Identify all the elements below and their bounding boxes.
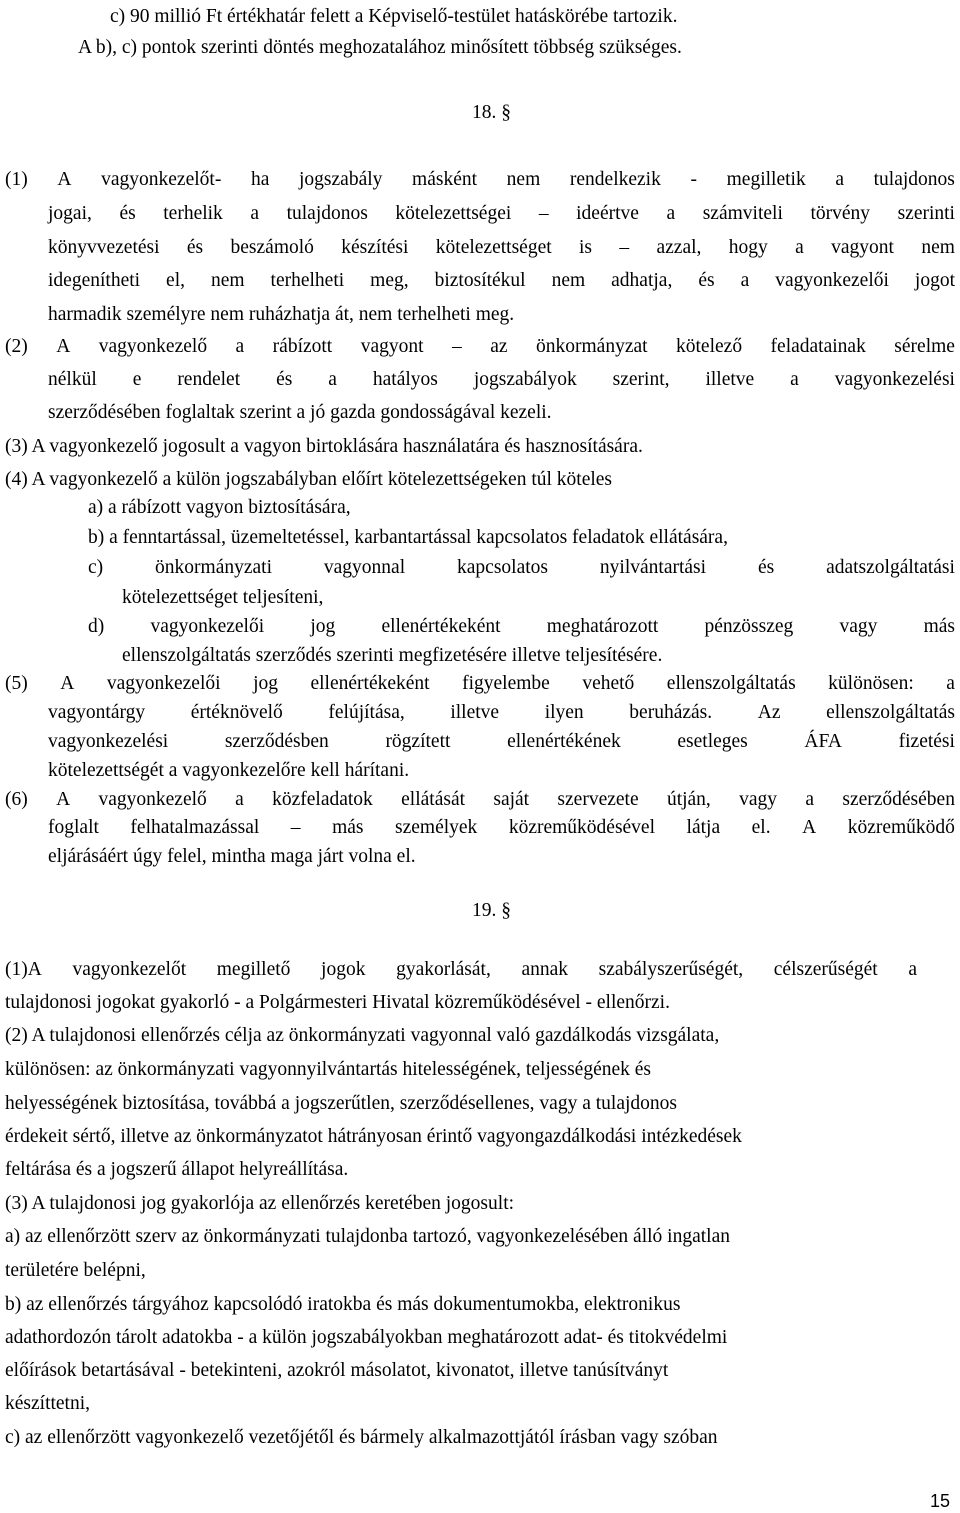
section-18-heading: 18. § xyxy=(472,102,511,123)
s19-p6-line: c) az ellenőrzött vagyonkezelő vezetőjétől és bármely alkalmazottjától írásban vagy szóban xyxy=(5,1427,718,1448)
s19-p4-line: területére belépni, xyxy=(5,1260,146,1281)
s19-p1-line: tulajdonosi jogokat gyakorló - a Polgármesteri Hivatal közreműködésével - ellenőrzi. xyxy=(5,992,670,1013)
s19-p5-line: adathordozón tárolt adatokba - a külön jogszabályokban meghatározott adat- és titokvédelmi xyxy=(5,1327,728,1348)
s18-p5-line: vagyonkezelési szerződésben rögzített ellenértékének esetleges ÁFA fizetési xyxy=(48,731,955,752)
intro-item-c: c) 90 millió Ft értékhatár felett a Képviselő-testület hatáskörébe tartozik. xyxy=(110,6,678,27)
section-19-heading: 19. § xyxy=(472,900,511,921)
s18-p6-line: foglalt felhatalmazással – más személyek közreműködésével látja el. A közreműködő xyxy=(48,817,955,838)
s19-p2-line: (2) A tulajdonosi ellenőrzés célja az önkormányzati vagyonnal való gazdálkodás vizsgálata, xyxy=(5,1025,720,1046)
s18-p1-line: könyvvezetési és beszámoló készítési kötelezettséget is – azzal, hogy a vagyont nem xyxy=(48,237,955,258)
s18-p2-line: (2) A vagyonkezelő a rábízott vagyont – az önkormányzat kötelező feladatainak sérelme xyxy=(5,336,955,357)
s19-p3-line: (3) A tulajdonosi jog gyakorlója az ellenőrzés keretében jogosult: xyxy=(5,1193,515,1214)
s19-p1-line: (1)A vagyonkezelőt megillető jogok gyakorlását, annak szabályszerűségét, célszerűségét a xyxy=(5,959,917,980)
s18-p1-line: jogai, és terhelik a tulajdonos kötelezettségei – ideértve a számviteli törvény szerinti xyxy=(48,203,955,224)
s18-p4-line: (4) A vagyonkezelő a külön jogszabályban előírt kötelezettségeken túl köteles xyxy=(5,469,613,490)
s19-p5-line: készíttetni, xyxy=(5,1393,91,1414)
s18-p3-line: (3) A vagyonkezelő jogosult a vagyon birtoklására használatára és hasznosítására. xyxy=(5,436,643,457)
s18-p5-line: vagyontárgy értéknövelő felújítása, illetve ilyen beruházás. Az ellenszolgáltatás xyxy=(48,702,955,723)
s19-p2-line: különösen: az önkormányzati vagyonnyilvántartás hitelességének, teljességének és xyxy=(5,1059,652,1080)
s18-p1-line: harmadik személyre nem ruházhatja át, nem terhelheti meg. xyxy=(48,304,515,325)
s18-p5-line: kötelezettségét a vagyonkezelőre kell hárítani. xyxy=(48,760,410,781)
s19-p2-line: helyességének biztosítása, továbbá a jogszerűtlen, szerződésellenes, vagy a tulajdonos xyxy=(5,1093,677,1114)
s19-p2-line: érdekeit sértő, illetve az önkormányzatot hátrányosan érintő vagyongazdálkodási intézkedések xyxy=(5,1126,742,1147)
s18-p4-line: kötelezettséget teljesíteni, xyxy=(122,587,324,608)
s18-p2-line: nélkül e rendelet és a hatályos jogszabályok szerint, illetve a vagyonkezelési xyxy=(48,369,955,390)
s19-p2-line: feltárása és a jogszerű állapot helyreállítása. xyxy=(5,1159,349,1180)
s18-p6-line: (6) A vagyonkezelő a közfeladatok ellátását saját szervezete útján, vagy a szerződésében xyxy=(5,789,955,810)
s18-p4-line: a) a rábízott vagyon biztosítására, xyxy=(88,497,351,518)
majority-note: A b), c) pontok szerinti döntés meghozatalához minősített többség szükséges. xyxy=(78,37,682,58)
s19-p5-line: b) az ellenőrzés tárgyához kapcsolódó iratokba és más dokumentumokba, elektronikus xyxy=(5,1294,681,1315)
s18-p4-line: b) a fenntartással, üzemeltetéssel, karbantartással kapcsolatos feladatok ellátására, xyxy=(88,527,728,548)
s18-p1-line: idegenítheti el, nem terhelheti meg, biztosítékul nem adhatja, és a vagyonkezelői jogot xyxy=(48,270,955,291)
s18-p4-line: c) önkormányzati vagyonnal kapcsolatos nyilvántartási és adatszolgáltatási xyxy=(88,557,955,578)
s18-p1-line: (1) A vagyonkezelőt- ha jogszabály másként nem rendelkezik - megilletik a tulajdonos xyxy=(5,169,955,190)
s18-p4-line: ellenszolgáltatás szerződés szerinti megfizetésére illetve teljesítésére. xyxy=(122,645,663,666)
s19-p4-line: a) az ellenőrzött szerv az önkormányzati tulajdonba tartozó, vagyonkezelésében álló ingatlan xyxy=(5,1226,730,1247)
s18-p6-line: eljárásáért úgy felel, mintha maga járt volna el. xyxy=(48,846,416,867)
s18-p4-line: d) vagyonkezelői jog ellenértékeként meghatározott pénzösszeg vagy más xyxy=(88,616,955,637)
s19-p5-line: előírások betartásával - betekinteni, azokról másolatot, kivonatot, illetve tanúsítványt xyxy=(5,1360,669,1381)
s18-p5-line: (5) A vagyonkezelői jog ellenértékeként figyelembe vehető ellenszolgáltatás különösen: a xyxy=(5,673,955,694)
page-number: 15 xyxy=(929,1491,950,1511)
s18-p2-line: szerződésében foglaltak szerint a jó gazda gondosságával kezeli. xyxy=(48,402,552,423)
